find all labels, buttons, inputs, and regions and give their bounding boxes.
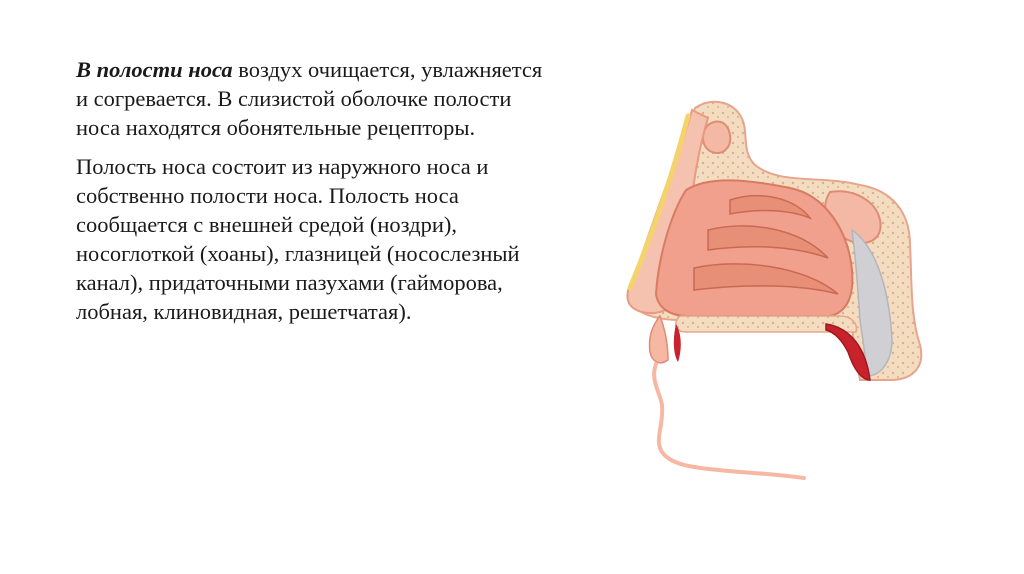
paragraph-1-text: воздух очищается, увлажняется и согревается. В слизистой оболочке полости носа находятся обонятельные рецепторы. (76, 57, 543, 140)
paragraph-nasal-structure: Полость носа состоит из наружного носа и собственно полости носа. Полость носа сообщается с внешней средой (ноздри), носоглоткой (хоаны), глазницей (носослезный канал), придаточными пазухами (гайморова, лобная, клиновидная, решетчатая). (76, 154, 520, 324)
face-profile-line (654, 364, 804, 478)
nasal-cavity-illustration (590, 80, 1010, 500)
paragraph-nasal-function (76, 55, 556, 142)
frontal-sinus (703, 122, 730, 153)
slide-text (76, 55, 556, 326)
upper-lip (649, 316, 668, 363)
emphasized-term: В полости носа (76, 57, 233, 82)
nasal-cavity-diagram (590, 80, 1010, 500)
